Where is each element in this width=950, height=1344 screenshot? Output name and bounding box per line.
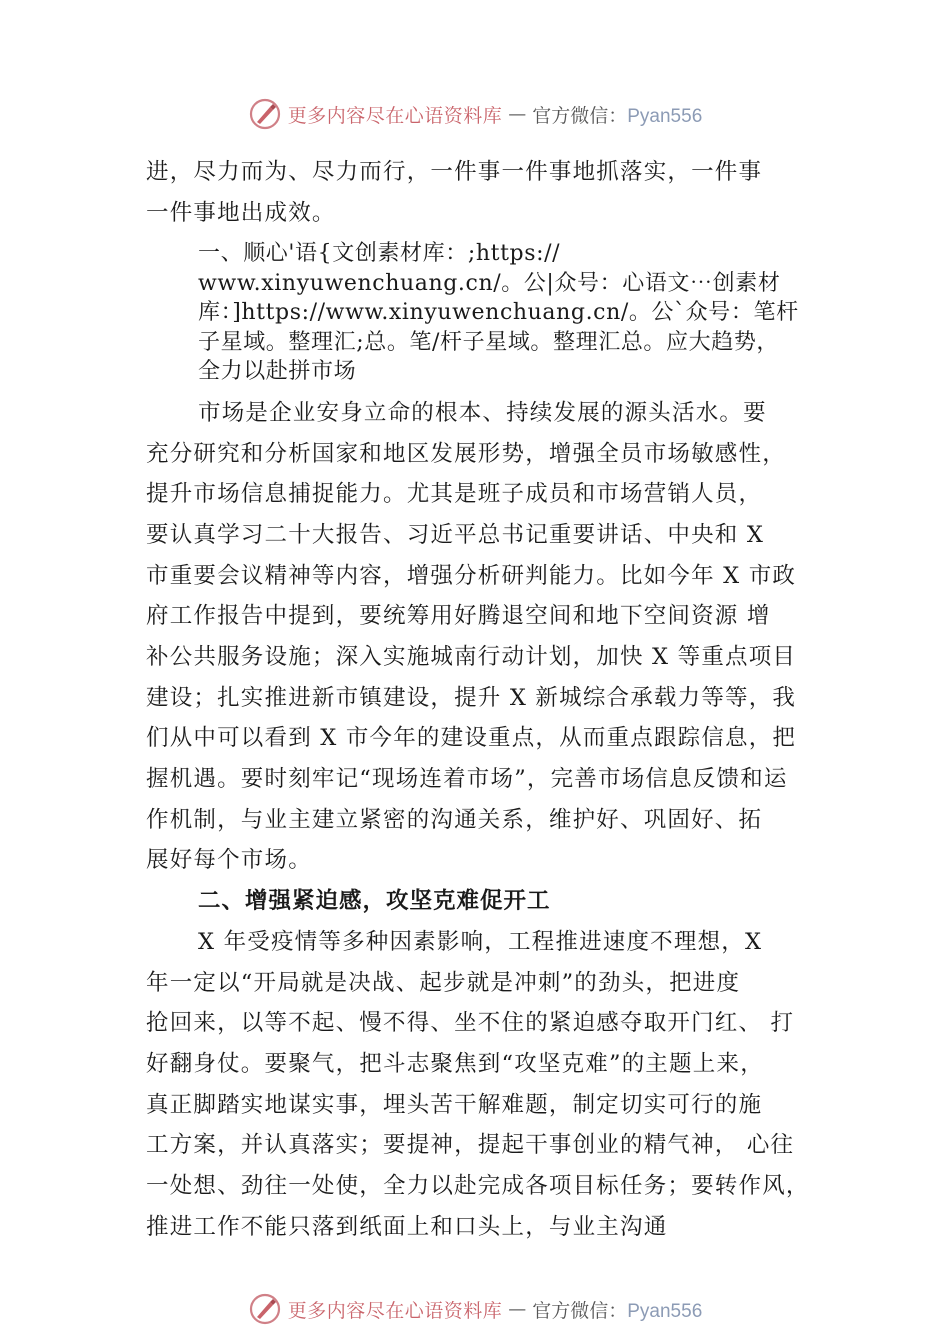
footer-slogan: 更多内容尽在心语资料库 bbox=[287, 1299, 503, 1322]
section1-paragraph-line: 们从中可以看到 X 市今年的建设重点，从而重点跟踪信息，把 bbox=[146, 725, 797, 752]
section1-paragraph-line: 府工作报告中提到，要统筹用好腾退空间和地下空间资源 增 bbox=[146, 603, 771, 630]
section1-paragraph-line: 补公共服务设施；深入实施城南行动计划，加快 X 等重点项目 bbox=[146, 644, 797, 670]
section1-heading-line: www.xinyuwenchuang.cn/。公|众号：心语文⋯创素材 bbox=[198, 270, 781, 296]
section1-paragraph-line: 提升市场信息捕捉能力。尤其是班子成员和市场营销人员， bbox=[146, 481, 763, 508]
section2-paragraph-line: 年一定以“开局就是决战、起步就是冲刺”的劲头，把进度 bbox=[146, 969, 741, 996]
section2-paragraph-line: 工方案，并认真落实；要提神，提起干事创业的精气神， 心往 bbox=[146, 1132, 795, 1159]
section2-paragraph-line: 好翻身仗。要聚气，把斗志聚焦到“攻坚克难”的主题上来， bbox=[146, 1050, 764, 1077]
section2-paragraph-line: X 年受疫情等多种因素影响，工程推进速度不理想，X bbox=[198, 928, 763, 955]
intro-line: 一件事地出成效。 bbox=[146, 199, 336, 226]
section2-paragraph-line: 推进工作不能只落到纸面上和口头上，与业主沟通 bbox=[146, 1213, 668, 1240]
section1-paragraph-line: 市重要会议精神等内容，增强分析研判能力。比如今年 X 市政 bbox=[146, 562, 797, 589]
section1-paragraph-line: 要认真学习二十大报告、习近平总书记重要讲话、中央和 X bbox=[146, 521, 765, 548]
header-wechat-label: 官方微信： bbox=[532, 104, 628, 127]
footer-dash: — bbox=[508, 1298, 527, 1320]
section1-heading-line: 一、顺心'语{文创素材库：;https:// bbox=[198, 241, 561, 267]
footer-banner bbox=[0, 1289, 950, 1329]
header-slogan: 更多内容尽在心语资料库 bbox=[287, 104, 503, 127]
header-wechat bbox=[532, 101, 702, 128]
section2-paragraph-line: 真正脚踏实地谋实事，埋头苦干解难题，制定切实可行的施 bbox=[146, 1091, 763, 1118]
header-banner bbox=[0, 94, 950, 134]
document-body bbox=[146, 152, 830, 1247]
section1-paragraph-line: 作机制，与业主建立紧密的沟通关系，维护好、巩固好、拓 bbox=[146, 806, 763, 833]
footer-wechat-id: Pyan556 bbox=[627, 1300, 703, 1322]
pen-logo-icon bbox=[248, 1292, 282, 1326]
header-dash: — bbox=[508, 103, 527, 125]
section1-heading-line: 全力以赴拼市场 bbox=[198, 359, 357, 385]
section1-paragraph-line: 市场是企业安身立命的根本、持续发展的源头活水。要 bbox=[198, 399, 767, 426]
section1-paragraph-line: 充分研究和分析国家和地区发展形势，增强全员市场敏感性， bbox=[146, 440, 786, 467]
section1-paragraph-line: 展好每个市场。 bbox=[146, 847, 312, 874]
intro-line: 进，尽力而为、尽力而行，一件事一件事地抓落实，一件事 bbox=[146, 159, 763, 185]
section1-heading-line: 库：]https://www.xinyuwenchuang.cn/。公`众号：笔杆 bbox=[198, 300, 799, 326]
section2-paragraph-line: 抢回来，以等不起、慢不得、坐不住的紧迫感夺取开门红、 打 bbox=[146, 1010, 795, 1037]
pen-logo-icon bbox=[248, 97, 282, 131]
header-wechat-id: Pyan556 bbox=[627, 105, 703, 127]
section2-paragraph-line: 一处想、劲往一处使，全力以赴完成各项目标任务；要转作风， bbox=[146, 1172, 810, 1199]
footer-wechat-label: 官方微信： bbox=[532, 1299, 628, 1322]
section1-heading-line: 子星域。整理汇;总。笔/杆子星域。整理汇总。应大趋势， bbox=[198, 329, 780, 355]
footer-wechat bbox=[532, 1296, 702, 1323]
section1-paragraph-line: 握机遇。要时刻牢记“现场连着市场”，完善市场信息反馈和运 bbox=[146, 766, 788, 793]
section2-heading: 二、增强紧迫感，攻坚克难促开工 bbox=[198, 888, 551, 915]
section1-paragraph-line: 建设；扎实推进新市镇建设，提升 X 新城综合承载力等等，我 bbox=[146, 684, 797, 711]
section1-heading bbox=[146, 233, 830, 393]
